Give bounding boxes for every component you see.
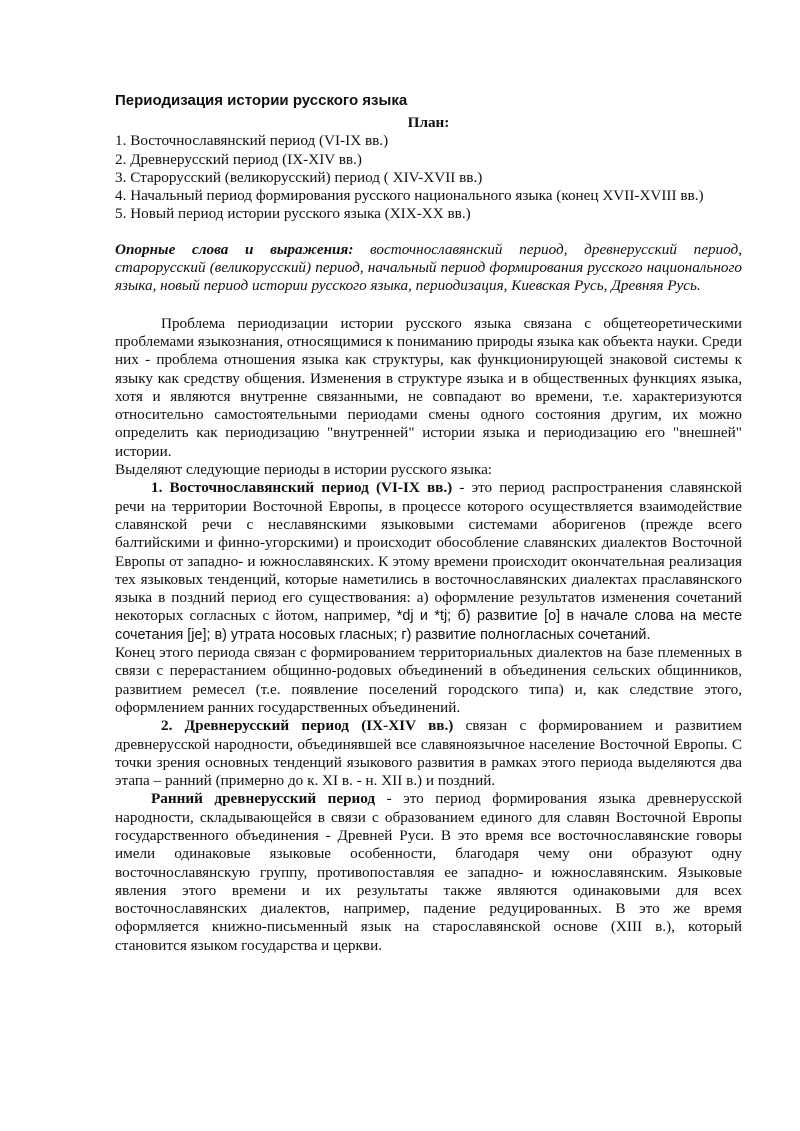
early-period-paragraph	[115, 790, 742, 955]
early-period-text: - это период формирования языка древнерусской народности, складывающейся в связи с образованием единого для славян Восточной Европы государственного объединения - Древней Руси. В это время все восточнославянские говоры имели одинаковые языковые особенности, благодаря чему они образуют одну восточнославянскую группу, противопоставляя ее западно- и южнославянским. Языковые явления этого времени и их результаты также являются одинаковыми для всех восточнославянских диалектов, например, падение редуцированных. В это же время оформляется книжно-письменный язык на старославянской основе (XIII в.), который становится языком государства и церкви.	[115, 790, 742, 954]
plan-list	[115, 132, 742, 223]
document-title: Периодизация истории русского языка	[115, 92, 408, 109]
plan-item: 3. Старорусский (великорусский) период ( XIV-XVII вв.)	[115, 168, 483, 186]
period1-heading: 1. Восточнославянский период (VI-IX вв.)	[151, 479, 453, 497]
early-period-heading: Ранний древнерусский период	[151, 790, 376, 808]
period2-heading: 2. Древнерусский период (IX-XIV вв.)	[161, 717, 454, 735]
plan-heading: План:	[407, 114, 450, 131]
period1-paragraph	[115, 479, 742, 644]
period1-end-paragraph: Конец этого периода связан с формированием территориальных диалектов на базе племенных в связи с перерастанием общинно-родовых объединений в объединения сельских общинников, развитием ремесел (т.е. появление поселений городского типа) и, как следствие этого, оформлением ранних государственных объединений.	[115, 644, 742, 716]
period1-text: - это период распространения славянской речи на территории Восточной Европы, в процессе которого осуществляется взаимодействие славянской речи с неславянскими языковыми системами аборигенов (прежде всего балтийскими и финно-угорскими) и происходит обособление славянских диалектов Восточной Европы от западно- и южнославянских. К этому времени происходит окончательная реализация тех языковых тенденций, которые наметились в восточнославянских диалектах праславянского языка в поздний период его существования: а) оформление результатов изменения сочетаний некоторых согласных с йотом, например,	[115, 479, 742, 625]
spacer	[115, 296, 742, 315]
plan-item: 4. Начальный период формирования русского национального языка (конец XVII-XVIII вв.)	[115, 187, 704, 205]
plan-item: 2. Древнерусский период (IX-XIV вв.)	[115, 150, 362, 168]
plan-item: 1. Восточнославянский период (VI-IX вв.)	[115, 132, 389, 150]
period1-text-phonetics: *dj и *tj; б) развитие [o] в начале слова на месте сочетания [je]; в) утрата носовых гласных; г) развитие полногласных сочетаний.	[115, 608, 742, 643]
keywords-paragraph	[115, 241, 742, 296]
plan-item: 5. Новый период истории русского языка (XIX-XX вв.)	[115, 205, 471, 223]
keywords-text: восточнославянский период, древнерусский период, старорусский (великорусский) период, начальный период формирования русского национального языка, новый период истории русского языка, периодизация, Киевская Русь, Древняя Русь.	[115, 240, 743, 295]
periods-intro: Выделяют следующие периоды в истории русского языка:	[115, 461, 493, 479]
keywords-label: Опорные слова и выражения:	[115, 240, 354, 258]
document-page	[115, 92, 742, 955]
period2-paragraph	[115, 717, 742, 790]
period2-text: связан с формированием и развитием древнерусской народности, объединявшей все славяноязычное население Восточной Европы. С точки зрения основных тенденций языкового развития в рамках этого периода выделяются два этапа – ранний (примерно до к. XI в. - н. XII в.) и поздний.	[115, 717, 742, 790]
intro-paragraph: Проблема периодизации истории русского языка связана с общетеоретическими проблемами языкознания, относящимися к пониманию природы языка как объекта науки. Среди них - проблема отношения языка как структуры, как функционирующей знаковой системы к языку как средству общения. Изменения в структуре языка и в общественных функциях языка, хотя и являются внутренне связанными, не совпадают во времени, т.е. характеризуются относительно самостоятельными периодами смены одного состояния другим, их можно определить как периодизацию "внутренней" истории языка и периодизацию его "внешней" истории.	[115, 314, 742, 460]
